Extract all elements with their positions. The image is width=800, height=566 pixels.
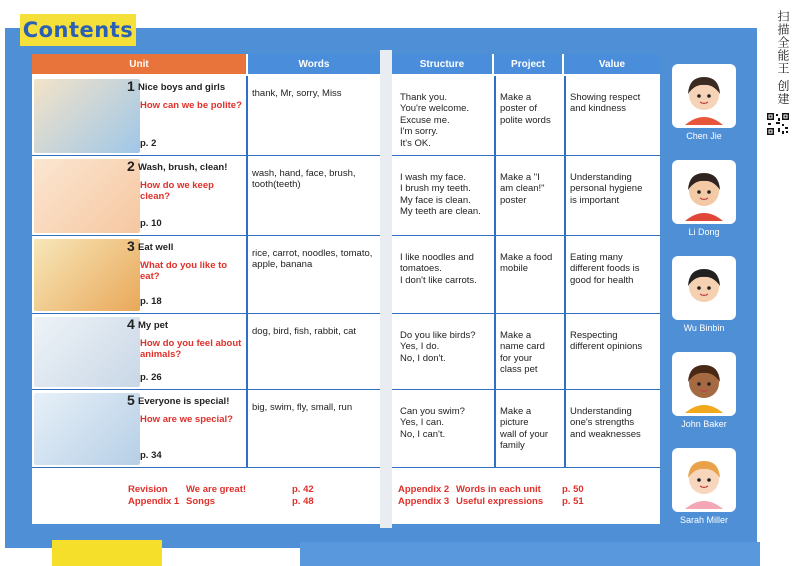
- decorative-stripe: [300, 542, 760, 566]
- footer-label: Appendix 3: [398, 496, 450, 507]
- unit-project: [500, 92, 562, 126]
- unit-project: [500, 330, 562, 376]
- structure-line: Can you swim?: [400, 406, 465, 417]
- footer-page: p. 51: [562, 496, 584, 507]
- unit-question: How do we keep clean?: [140, 180, 214, 203]
- unit-page: p. 10: [140, 218, 162, 229]
- footer-title[interactable]: Useful expressions: [456, 496, 544, 507]
- project-line: Make a: [500, 92, 532, 103]
- footer-page: p. 48: [292, 496, 314, 507]
- unit-value: [570, 252, 658, 286]
- unit-number: 4: [127, 316, 135, 332]
- unit-project: [500, 172, 562, 206]
- unit-structure: [400, 172, 492, 218]
- character-portrait: [672, 256, 736, 320]
- column-divider: [564, 76, 566, 468]
- qr-code-icon: [766, 112, 790, 136]
- structure-line: You're welcome.: [400, 103, 470, 115]
- structure-line: Thank you.: [400, 92, 447, 103]
- structure-line: I'm sorry.: [400, 126, 439, 138]
- value-line: and weaknesses: [570, 428, 641, 440]
- unit-number: 3: [127, 238, 135, 254]
- unit-value: [570, 406, 658, 440]
- character-face-icon: [675, 451, 733, 509]
- structure-line: It's OK.: [400, 137, 431, 149]
- left-page: [32, 54, 380, 524]
- character-name: Li Dong: [688, 227, 720, 237]
- project-line: Make a: [500, 330, 532, 341]
- unit-title[interactable]: Nice boys and girls: [138, 82, 226, 93]
- unit-page: p. 26: [140, 372, 162, 383]
- value-line: Understanding: [570, 172, 632, 183]
- footer-label: Appendix 2: [398, 484, 450, 495]
- structure-line: I like noodles and: [400, 252, 474, 263]
- footer-label: Revision: [128, 484, 168, 495]
- unit-title[interactable]: Wash, brush, clean!: [138, 162, 228, 173]
- unit-words: wash, hand, face, brush, tooth(teeth): [252, 168, 356, 191]
- unit-title[interactable]: Everyone is special!: [138, 396, 230, 407]
- value-line: different opinions: [570, 341, 643, 353]
- project-line: name card: [500, 341, 545, 353]
- unit-illustration: [34, 317, 140, 387]
- unit-illustration: [34, 393, 140, 465]
- character-face-icon: [675, 67, 733, 125]
- unit-structure: [400, 92, 492, 149]
- unit-value: [570, 92, 658, 115]
- unit-value: [570, 330, 658, 353]
- footer-page: p. 42: [292, 484, 314, 495]
- header-structure-label: Structure: [419, 58, 465, 70]
- column-divider: [494, 76, 496, 468]
- unit-number: 5: [127, 392, 135, 408]
- value-line: Respecting: [570, 330, 618, 341]
- character-portrait: [672, 64, 736, 128]
- value-line: Showing respect: [570, 92, 641, 103]
- page-title: Contents: [22, 18, 134, 42]
- right-page: [392, 54, 660, 524]
- character-name: Wu Binbin: [683, 323, 725, 333]
- unit-question: How can we be polite?: [140, 100, 242, 111]
- contents-title-box: [20, 14, 136, 46]
- structure-line: Do you like birds?: [400, 330, 476, 341]
- unit-number: 1: [127, 78, 135, 94]
- decorative-stripe: [52, 540, 162, 566]
- project-line: for your: [500, 352, 533, 364]
- project-line: Make a food: [500, 252, 553, 263]
- footer-title[interactable]: Songs: [186, 496, 216, 507]
- unit-words: big, swim, fly, small, run: [252, 402, 353, 413]
- project-line: mobile: [500, 263, 528, 275]
- scanner-watermark: 扫描全能王 创建: [776, 10, 790, 106]
- value-line: different foods is: [570, 263, 640, 275]
- unit-page: p. 2: [140, 138, 157, 149]
- unit-page: p. 34: [140, 450, 162, 461]
- value-line: Understanding: [570, 406, 632, 417]
- value-line: and kindness: [570, 103, 626, 115]
- character-name: Chen Jie: [686, 131, 722, 141]
- unit-number: 2: [127, 158, 135, 174]
- character-portrait: [672, 352, 736, 416]
- project-line: class pet: [500, 364, 538, 376]
- header-words-label: Words: [298, 58, 330, 70]
- unit-question: How are we special?: [140, 414, 233, 425]
- value-line: personal hygiene: [570, 183, 643, 195]
- structure-line: No, I don't.: [400, 352, 446, 364]
- footer-title[interactable]: Words in each unit: [456, 484, 541, 495]
- structure-line: I don't like carrots.: [400, 274, 477, 286]
- header-value: [564, 54, 660, 74]
- structure-line: My teeth are clean.: [400, 206, 481, 218]
- header-project: [494, 54, 562, 74]
- header-unit-label: Unit: [129, 58, 149, 70]
- unit-project: [500, 406, 562, 452]
- unit-words: thank, Mr, sorry, Miss: [252, 88, 342, 99]
- header-value-label: Value: [598, 58, 626, 70]
- book-spine: [380, 50, 392, 528]
- project-line: poster: [500, 194, 527, 206]
- footer-page: p. 50: [562, 484, 584, 495]
- unit-words: rice, carrot, noodles, tomato, apple, banana: [252, 248, 373, 271]
- unit-page: p. 18: [140, 296, 162, 307]
- structure-line: I brush my teeth.: [400, 183, 471, 195]
- project-line: poster of: [500, 103, 537, 115]
- header-words: [248, 54, 380, 74]
- character-portrait: [672, 448, 736, 512]
- structure-line: I wash my face.: [400, 172, 466, 183]
- project-line: am clean!": [500, 183, 545, 195]
- unit-words: dog, bird, fish, rabbit, cat: [252, 326, 357, 337]
- header-project-label: Project: [511, 58, 545, 70]
- project-line: wall of your: [500, 428, 549, 440]
- header-unit: [32, 54, 246, 74]
- character-name: Sarah Miller: [679, 515, 728, 525]
- unit-illustration: [34, 159, 140, 233]
- project-line: picture: [500, 417, 529, 429]
- project-line: polite words: [500, 114, 551, 126]
- character-face-icon: [675, 355, 733, 413]
- structure-line: No, I can't.: [400, 428, 446, 440]
- column-divider: [246, 76, 248, 468]
- character-portrait: [672, 160, 736, 224]
- value-line: one's strengths: [570, 417, 635, 429]
- unit-title[interactable]: My pet: [138, 320, 169, 331]
- unit-project: [500, 252, 562, 275]
- unit-question: What do you like to eat?: [140, 260, 228, 283]
- value-line: is important: [570, 194, 620, 206]
- footer-label: Appendix 1: [128, 496, 180, 507]
- character-face-icon: [675, 259, 733, 317]
- unit-illustration: [34, 239, 140, 311]
- unit-value: [570, 172, 658, 206]
- footer-title[interactable]: We are great!: [186, 484, 247, 495]
- project-line: Make a "I: [500, 172, 540, 183]
- character-name: John Baker: [681, 419, 727, 429]
- structure-line: Yes, I do.: [400, 341, 440, 353]
- value-line: good for health: [570, 274, 634, 286]
- unit-illustration: [34, 79, 140, 153]
- unit-structure: [400, 330, 492, 364]
- header-structure: [392, 54, 492, 74]
- structure-line: Yes, I can.: [400, 417, 445, 429]
- unit-title[interactable]: Eat well: [138, 242, 174, 253]
- unit-question: How do you feel about animals?: [140, 338, 242, 361]
- project-line: family: [500, 440, 525, 452]
- value-line: Eating many: [570, 252, 623, 263]
- structure-line: My face is clean.: [400, 194, 471, 206]
- unit-structure: [400, 252, 492, 286]
- structure-line: tomatoes.: [400, 263, 442, 275]
- project-line: Make a: [500, 406, 532, 417]
- character-face-icon: [675, 163, 733, 221]
- structure-line: Excuse me.: [400, 114, 450, 126]
- unit-structure: [400, 406, 492, 440]
